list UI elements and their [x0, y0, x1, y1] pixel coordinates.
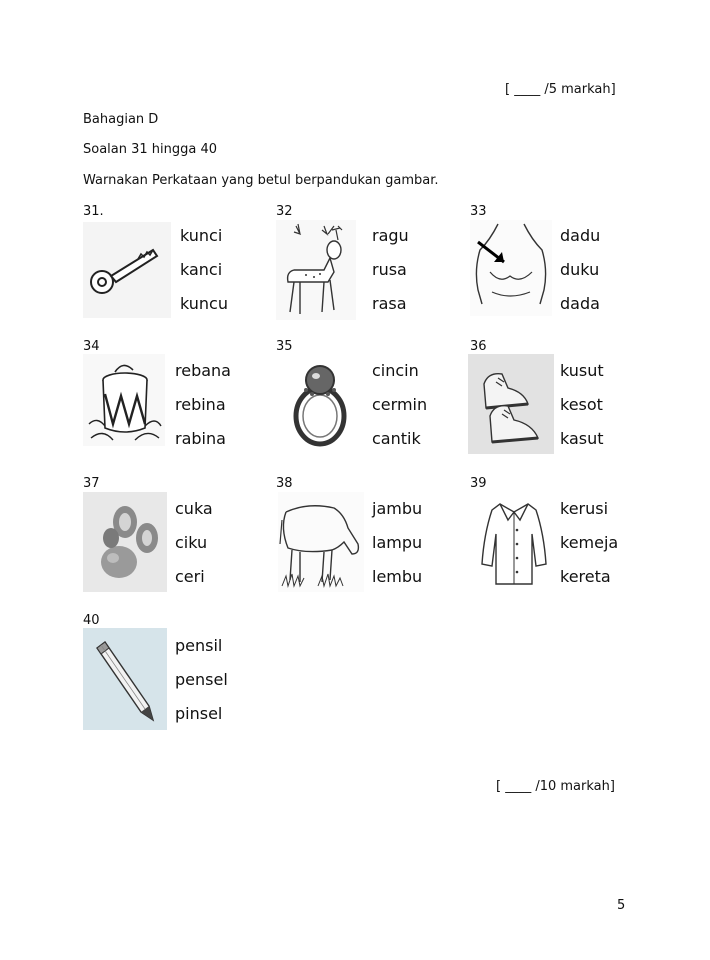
section-title: Bahagian D: [83, 112, 159, 127]
option-word[interactable]: rasa: [372, 294, 407, 313]
option-word[interactable]: kuncu: [180, 294, 228, 313]
score-top: [ ____ /5 markah]: [505, 82, 616, 97]
key-icon: [83, 222, 171, 318]
section-instruction: Warnakan Perkataan yang betul berpandukan gambar.: [83, 173, 439, 188]
question-number: 31.: [83, 204, 104, 219]
page-number: 5: [617, 898, 626, 913]
question-number: 32: [276, 204, 293, 219]
question-number: 35: [276, 339, 293, 354]
sapodilla-icon: [83, 492, 167, 592]
question-number: 34: [83, 339, 100, 354]
question-number: 38: [276, 476, 293, 491]
question-number: 33: [470, 204, 487, 219]
question-number: 36: [470, 339, 487, 354]
option-word[interactable]: rebana: [175, 361, 231, 380]
option-word[interactable]: kereta: [560, 567, 611, 586]
shirt-icon: [474, 494, 554, 590]
option-word[interactable]: ceri: [175, 567, 205, 586]
option-word[interactable]: pensil: [175, 636, 223, 655]
option-word[interactable]: dadu: [560, 226, 601, 245]
score-bottom: [ ____ /10 markah]: [496, 779, 615, 794]
option-word[interactable]: kasut: [560, 429, 604, 448]
option-word[interactable]: jambu: [372, 499, 423, 518]
option-word[interactable]: kemeja: [560, 533, 619, 552]
question-number: 37: [83, 476, 100, 491]
option-word[interactable]: dada: [560, 294, 600, 313]
option-word[interactable]: cincin: [372, 361, 419, 380]
option-word[interactable]: kanci: [180, 260, 223, 279]
pencil-icon: [83, 628, 167, 730]
shoes-icon: [468, 354, 554, 454]
ring-icon: [286, 356, 356, 450]
section-range: Soalan 31 hingga 40: [83, 142, 218, 157]
chest-icon: [470, 220, 552, 316]
drum-icon: [83, 354, 165, 446]
option-word[interactable]: kunci: [180, 226, 223, 245]
option-word[interactable]: kesot: [560, 395, 603, 414]
question-number: 40: [83, 613, 100, 628]
option-word[interactable]: duku: [560, 260, 600, 279]
option-word[interactable]: rusa: [372, 260, 407, 279]
option-word[interactable]: rebina: [175, 395, 226, 414]
option-word[interactable]: kerusi: [560, 499, 609, 518]
option-word[interactable]: cermin: [372, 395, 428, 414]
option-word[interactable]: pinsel: [175, 704, 223, 723]
option-word[interactable]: cuka: [175, 499, 213, 518]
option-word[interactable]: ragu: [372, 226, 409, 245]
question-number: 39: [470, 476, 487, 491]
deer-icon: [276, 220, 356, 320]
option-word[interactable]: cantik: [372, 429, 421, 448]
option-word[interactable]: kusut: [560, 361, 604, 380]
option-word[interactable]: pensel: [175, 670, 228, 689]
option-word[interactable]: rabina: [175, 429, 226, 448]
option-word[interactable]: lampu: [372, 533, 423, 552]
cow-icon: [278, 492, 364, 592]
option-word[interactable]: lembu: [372, 567, 423, 586]
option-word[interactable]: ciku: [175, 533, 208, 552]
